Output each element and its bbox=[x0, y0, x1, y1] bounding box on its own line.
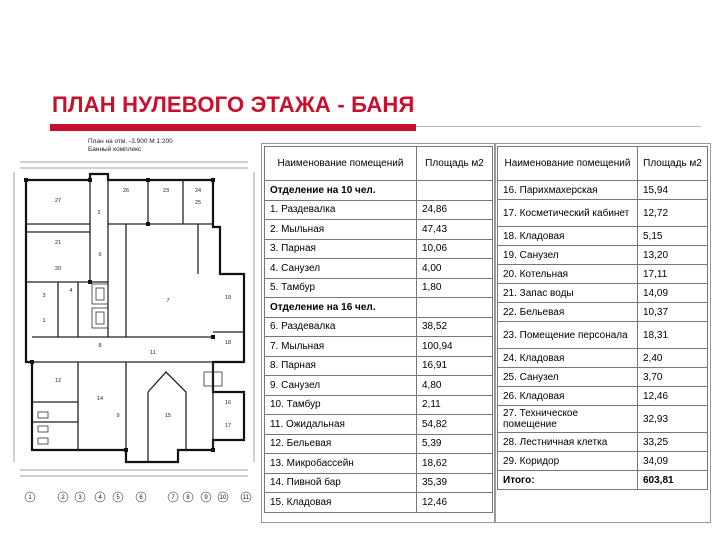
room-area-cell bbox=[417, 181, 493, 201]
room-name-cell: 19. Санузел bbox=[498, 246, 638, 265]
svg-text:9: 9 bbox=[204, 495, 208, 501]
room-name-cell: 4. Санузел bbox=[265, 259, 417, 279]
svg-text:20: 20 bbox=[54, 266, 62, 272]
title-underline-rule bbox=[416, 126, 701, 127]
room-name-cell: Итого: bbox=[498, 471, 638, 490]
room-area-cell: 603,81 bbox=[638, 471, 708, 490]
table-row bbox=[265, 337, 493, 357]
table-row bbox=[265, 454, 493, 474]
svg-text:9: 9 bbox=[116, 413, 120, 419]
room-area-cell: 47,43 bbox=[417, 220, 493, 240]
room-name-cell: 5. Тамбур bbox=[265, 278, 417, 298]
room-name-cell: 13. Микробассейн bbox=[265, 454, 417, 474]
room-area-cell: 10,37 bbox=[638, 303, 708, 322]
title-underline-bar bbox=[50, 124, 416, 131]
table-row bbox=[265, 220, 493, 240]
room-area-cell: 17,11 bbox=[638, 265, 708, 284]
table-row bbox=[498, 433, 708, 452]
table-row bbox=[498, 349, 708, 368]
room-area-cell: 5,15 bbox=[638, 227, 708, 246]
table-row bbox=[498, 303, 708, 322]
table-row bbox=[265, 317, 493, 337]
room-name-cell: 14. Пивной бар bbox=[265, 473, 417, 493]
table-row bbox=[498, 471, 708, 490]
room-area-cell: 54,82 bbox=[417, 415, 493, 435]
svg-text:4: 4 bbox=[69, 288, 73, 294]
room-area-cell: 13,20 bbox=[638, 246, 708, 265]
plan-caption-line1: План на отм. -3.900 М 1:200 bbox=[88, 138, 173, 145]
room-name-cell: 8. Парная bbox=[265, 356, 417, 376]
svg-text:1: 1 bbox=[28, 495, 32, 501]
room-area-cell: 15,94 bbox=[638, 181, 708, 200]
header-area: Площадь м2 bbox=[638, 147, 708, 181]
room-name-cell: 9. Санузел bbox=[265, 376, 417, 396]
table-row bbox=[265, 200, 493, 220]
table-row bbox=[265, 181, 493, 201]
table-row bbox=[498, 246, 708, 265]
header-name: Наименование помещений bbox=[498, 147, 638, 181]
svg-text:2: 2 bbox=[61, 495, 65, 501]
floor-plan-drawing bbox=[8, 132, 260, 518]
table-row bbox=[265, 259, 493, 279]
table-row bbox=[498, 181, 708, 200]
room-area-cell: 2,40 bbox=[638, 349, 708, 368]
room-area-cell: 4,80 bbox=[417, 376, 493, 396]
svg-text:12: 12 bbox=[54, 378, 62, 384]
room-area-table-left bbox=[264, 146, 493, 513]
table-row bbox=[265, 395, 493, 415]
room-name-cell: 26. Кладовая bbox=[498, 387, 638, 406]
room-area-cell: 1,80 bbox=[417, 278, 493, 298]
svg-text:2: 2 bbox=[97, 210, 101, 216]
room-name-cell: 23. Помещение персонала bbox=[498, 322, 638, 349]
room-name-cell: 2. Мыльная bbox=[265, 220, 417, 240]
svg-text:15: 15 bbox=[164, 413, 172, 419]
room-name-cell: 16. Парихмахерская bbox=[498, 181, 638, 200]
svg-text:3: 3 bbox=[42, 293, 46, 299]
svg-text:17: 17 bbox=[224, 423, 232, 429]
room-name-cell: 17. Косметический кабинет bbox=[498, 200, 638, 227]
room-area-cell: 24,86 bbox=[417, 200, 493, 220]
table-row bbox=[498, 284, 708, 303]
room-area-cell: 3,70 bbox=[638, 368, 708, 387]
svg-text:8: 8 bbox=[98, 343, 102, 349]
room-area-cell: 4,00 bbox=[417, 259, 493, 279]
table-row bbox=[498, 368, 708, 387]
svg-text:18: 18 bbox=[224, 340, 232, 346]
room-area-cell: 100,94 bbox=[417, 337, 493, 357]
room-area-cell: 38,52 bbox=[417, 317, 493, 337]
room-area-cell: 12,46 bbox=[638, 387, 708, 406]
room-area-cell: 33,25 bbox=[638, 433, 708, 452]
room-name-cell: 28. Лестничная клетка bbox=[498, 433, 638, 452]
table-row bbox=[498, 265, 708, 284]
room-name-cell: 1. Раздевалка bbox=[265, 200, 417, 220]
room-area-cell bbox=[417, 298, 493, 318]
room-name-cell: 15. Кладовая bbox=[265, 493, 417, 513]
svg-text:7: 7 bbox=[166, 298, 170, 304]
svg-text:23: 23 bbox=[162, 188, 170, 194]
room-area-cell: 16,91 bbox=[417, 356, 493, 376]
room-name-cell: Отделение на 10 чел. bbox=[265, 181, 417, 201]
svg-text:24: 24 bbox=[194, 188, 202, 194]
svg-text:25: 25 bbox=[194, 200, 202, 206]
svg-text:4: 4 bbox=[98, 495, 102, 501]
room-area-cell: 5,39 bbox=[417, 434, 493, 454]
room-area-cell: 10,06 bbox=[417, 239, 493, 259]
table-row bbox=[498, 452, 708, 471]
room-name-cell: Отделение на 16 чел. bbox=[265, 298, 417, 318]
table-row bbox=[265, 415, 493, 435]
room-area-table-right bbox=[497, 146, 708, 490]
room-area-cell: 18,62 bbox=[417, 454, 493, 474]
room-name-cell: 29. Коридор bbox=[498, 452, 638, 471]
table-row bbox=[265, 298, 493, 318]
table-row bbox=[265, 473, 493, 493]
svg-text:7: 7 bbox=[171, 495, 175, 501]
table-row bbox=[498, 200, 708, 227]
svg-text:21: 21 bbox=[54, 240, 62, 246]
svg-text:6: 6 bbox=[139, 495, 143, 501]
table-row bbox=[265, 493, 493, 513]
plan-caption-line2: Банный комплекс bbox=[88, 146, 142, 153]
room-name-cell: 21. Запас воды bbox=[498, 284, 638, 303]
svg-text:11: 11 bbox=[242, 495, 250, 501]
table-row bbox=[265, 356, 493, 376]
svg-text:26: 26 bbox=[122, 188, 130, 194]
svg-text:5: 5 bbox=[116, 495, 120, 501]
svg-text:6: 6 bbox=[98, 252, 102, 258]
room-area-cell: 12,72 bbox=[638, 200, 708, 227]
table-row bbox=[498, 227, 708, 246]
room-name-cell: 25. Санузел bbox=[498, 368, 638, 387]
room-area-cell: 14,09 bbox=[638, 284, 708, 303]
svg-text:10: 10 bbox=[219, 495, 227, 501]
header-name: Наименование помещений bbox=[265, 147, 417, 181]
room-name-cell: 18. Кладовая bbox=[498, 227, 638, 246]
room-name-cell: 3. Парная bbox=[265, 239, 417, 259]
room-area-cell: 32,93 bbox=[638, 406, 708, 433]
table-row bbox=[498, 322, 708, 349]
table-row bbox=[265, 434, 493, 454]
table-row bbox=[265, 239, 493, 259]
room-area-cell: 12,46 bbox=[417, 493, 493, 513]
room-name-cell: 10. Тамбур bbox=[265, 395, 417, 415]
room-name-cell: 20. Котельная bbox=[498, 265, 638, 284]
svg-text:27: 27 bbox=[54, 198, 62, 204]
room-area-cell: 34,09 bbox=[638, 452, 708, 471]
slide-title: ПЛАН НУЛЕВОГО ЭТАЖА - БАНЯ bbox=[52, 92, 415, 117]
room-name-cell: 7. Мыльная bbox=[265, 337, 417, 357]
svg-text:19: 19 bbox=[224, 295, 232, 301]
svg-text:8: 8 bbox=[186, 495, 190, 501]
table-row bbox=[265, 278, 493, 298]
svg-text:11: 11 bbox=[150, 350, 156, 356]
room-name-cell: 6. Раздевалка bbox=[265, 317, 417, 337]
table-row bbox=[265, 376, 493, 396]
room-area-cell: 2,11 bbox=[417, 395, 493, 415]
room-name-cell: 24. Кладовая bbox=[498, 349, 638, 368]
header-area: Площадь м2 bbox=[417, 147, 493, 181]
table-row bbox=[498, 387, 708, 406]
table-row bbox=[498, 406, 708, 433]
room-area-cell: 35,39 bbox=[417, 473, 493, 493]
room-name-cell: 11. Ожидальная bbox=[265, 415, 417, 435]
svg-text:3: 3 bbox=[78, 495, 82, 501]
svg-text:1: 1 bbox=[42, 318, 46, 324]
room-name-cell: 22. Бельевая bbox=[498, 303, 638, 322]
svg-text:16: 16 bbox=[224, 400, 232, 406]
room-name-cell: 12. Бельевая bbox=[265, 434, 417, 454]
svg-text:14: 14 bbox=[96, 396, 104, 402]
room-name-cell: 27. Техническое помещение bbox=[498, 406, 638, 433]
room-area-cell: 18,31 bbox=[638, 322, 708, 349]
